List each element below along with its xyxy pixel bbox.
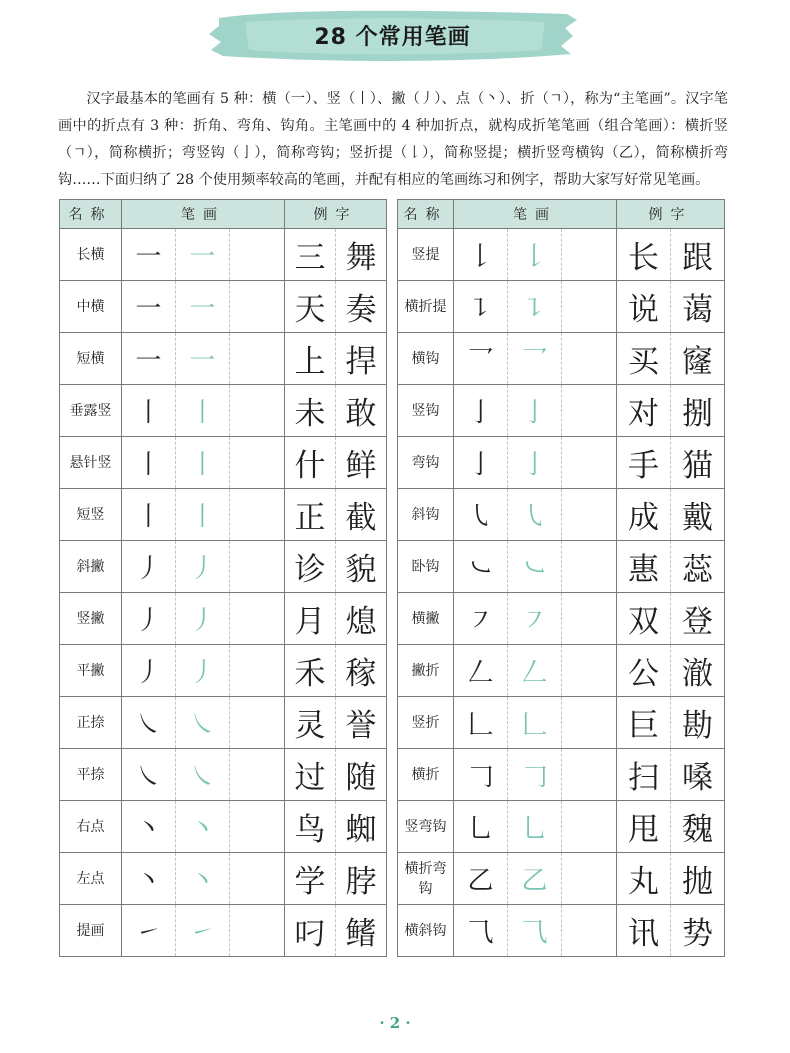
example-char: 过 bbox=[285, 749, 336, 801]
stroke-practice-cell bbox=[562, 385, 617, 437]
stroke-trace: ㇏ bbox=[176, 697, 230, 749]
stroke-name: 弯钩 bbox=[398, 437, 454, 489]
title-banner bbox=[205, 6, 580, 64]
stroke-row bbox=[398, 489, 725, 541]
stroke-sample: 一 bbox=[122, 281, 176, 333]
stroke-sample: 一 bbox=[122, 333, 176, 385]
stroke-trace: ㇂ bbox=[508, 489, 562, 541]
example-char: 正 bbox=[285, 489, 336, 541]
stroke-trace: 丨 bbox=[176, 385, 230, 437]
stroke-practice-cell bbox=[230, 437, 285, 489]
page-title: 28 个常用笔画 bbox=[314, 24, 471, 50]
stroke-row bbox=[60, 905, 387, 957]
stroke-sample: ㇇ bbox=[454, 593, 508, 645]
stroke-row bbox=[398, 905, 725, 957]
stroke-name: 卧钩 bbox=[398, 541, 454, 593]
stroke-name: 横折弯钩 bbox=[398, 853, 454, 905]
intro-text bbox=[58, 86, 728, 194]
stroke-name: 横折 bbox=[398, 749, 454, 801]
stroke-trace: 乙 bbox=[508, 853, 562, 905]
stroke-name: 平捺 bbox=[60, 749, 122, 801]
stroke-sample: 丿 bbox=[122, 645, 176, 697]
stroke-table-left bbox=[59, 199, 387, 957]
stroke-trace: ㇏ bbox=[176, 749, 230, 801]
stroke-name: 中横 bbox=[60, 281, 122, 333]
example-char: 说 bbox=[617, 281, 671, 333]
stroke-name: 横斜钩 bbox=[398, 905, 454, 957]
example-char: 上 bbox=[285, 333, 336, 385]
example-char: 长 bbox=[617, 229, 671, 281]
example-char: 禾 bbox=[285, 645, 336, 697]
stroke-name: 正捺 bbox=[60, 697, 122, 749]
stroke-practice-cell bbox=[562, 333, 617, 385]
stroke-practice-cell bbox=[562, 905, 617, 957]
stroke-row bbox=[398, 333, 725, 385]
stroke-practice-cell bbox=[230, 697, 285, 749]
example-char: 手 bbox=[617, 437, 671, 489]
stroke-name: 左点 bbox=[60, 853, 122, 905]
example-char: 鸟 bbox=[285, 801, 336, 853]
stroke-trace: 𠄌 bbox=[508, 229, 562, 281]
stroke-sample: 丨 bbox=[122, 437, 176, 489]
header-name: 名称 bbox=[398, 200, 454, 229]
stroke-sample: ㇏ bbox=[122, 697, 176, 749]
stroke-trace: 丿 bbox=[176, 541, 230, 593]
stroke-trace: 𠃊 bbox=[508, 697, 562, 749]
stroke-trace: 𠃋 bbox=[508, 645, 562, 697]
stroke-practice-cell bbox=[230, 333, 285, 385]
stroke-practice-cell bbox=[562, 281, 617, 333]
stroke-practice-cell bbox=[230, 645, 285, 697]
example-char: 双 bbox=[617, 593, 671, 645]
stroke-trace: 一 bbox=[176, 229, 230, 281]
stroke-practice-cell bbox=[230, 489, 285, 541]
stroke-sample: 丨 bbox=[122, 385, 176, 437]
example-char: 捍 bbox=[336, 333, 387, 385]
stroke-sample: 丶 bbox=[122, 853, 176, 905]
stroke-sample: 丿 bbox=[122, 541, 176, 593]
example-char: 捌 bbox=[671, 385, 725, 437]
example-char: 魏 bbox=[671, 801, 725, 853]
stroke-trace: ㇊ bbox=[508, 281, 562, 333]
stroke-sample: 亅 bbox=[454, 385, 508, 437]
stroke-row bbox=[60, 489, 387, 541]
stroke-row bbox=[398, 385, 725, 437]
example-char: 澈 bbox=[671, 645, 725, 697]
example-char: 貌 bbox=[336, 541, 387, 593]
stroke-practice-cell bbox=[230, 853, 285, 905]
example-char: 截 bbox=[336, 489, 387, 541]
stroke-trace: 亅 bbox=[508, 385, 562, 437]
example-char: 舞 bbox=[336, 229, 387, 281]
stroke-practice-cell bbox=[562, 697, 617, 749]
stroke-sample: 𠄌 bbox=[454, 229, 508, 281]
stroke-sample: 𠃊 bbox=[454, 697, 508, 749]
example-char: 脖 bbox=[336, 853, 387, 905]
stroke-sample: ⺄ bbox=[454, 905, 508, 957]
header-stroke: 笔画 bbox=[454, 200, 617, 229]
stroke-trace: 丿 bbox=[176, 645, 230, 697]
stroke-trace: 乚 bbox=[508, 801, 562, 853]
example-char: 奏 bbox=[336, 281, 387, 333]
stroke-name: 横折提 bbox=[398, 281, 454, 333]
example-char: 灵 bbox=[285, 697, 336, 749]
stroke-name: 斜钩 bbox=[398, 489, 454, 541]
header-stroke: 笔画 bbox=[122, 200, 285, 229]
stroke-practice-cell bbox=[562, 437, 617, 489]
header-name: 名称 bbox=[60, 200, 122, 229]
stroke-name: 平撇 bbox=[60, 645, 122, 697]
example-char: 蕊 bbox=[671, 541, 725, 593]
example-char: 三 bbox=[285, 229, 336, 281]
stroke-sample: ㇊ bbox=[454, 281, 508, 333]
stroke-practice-cell bbox=[562, 489, 617, 541]
stroke-trace: 乛 bbox=[508, 333, 562, 385]
example-char: 登 bbox=[671, 593, 725, 645]
stroke-sample: ㇃ bbox=[454, 541, 508, 593]
example-char: 惠 bbox=[617, 541, 671, 593]
stroke-practice-cell bbox=[562, 229, 617, 281]
page-number: · 2 · bbox=[379, 1014, 411, 1032]
stroke-sample: 𠃋 bbox=[454, 645, 508, 697]
stroke-row bbox=[60, 801, 387, 853]
stroke-row bbox=[60, 593, 387, 645]
stroke-name: 悬针竖 bbox=[60, 437, 122, 489]
stroke-name: 右点 bbox=[60, 801, 122, 853]
stroke-row bbox=[60, 645, 387, 697]
example-char: 熄 bbox=[336, 593, 387, 645]
example-char: 敢 bbox=[336, 385, 387, 437]
stroke-row bbox=[60, 541, 387, 593]
stroke-practice-cell bbox=[562, 541, 617, 593]
stroke-row bbox=[398, 801, 725, 853]
stroke-row bbox=[398, 593, 725, 645]
stroke-name: 横撇 bbox=[398, 593, 454, 645]
stroke-sample: ㇂ bbox=[454, 489, 508, 541]
stroke-row bbox=[398, 645, 725, 697]
stroke-trace: 丨 bbox=[176, 437, 230, 489]
example-char: 对 bbox=[617, 385, 671, 437]
stroke-trace: 丶 bbox=[176, 801, 230, 853]
example-char: 跟 bbox=[671, 229, 725, 281]
header-example: 例字 bbox=[617, 200, 725, 229]
example-char: 鲜 bbox=[336, 437, 387, 489]
stroke-practice-cell bbox=[230, 801, 285, 853]
stroke-practice-cell bbox=[230, 281, 285, 333]
intro-paragraph: 汉字最基本的笔画有 5 种：横（一）、竖（丨）、撇（丿）、点（丶）、折（ㄱ），称为“主笔画”。汉字笔画中的折点有 3 种：折角、弯角、钩角。主笔画中的 4 种加折点，就构成折笔笔画（组合笔画）：横折竖（ㄱ），简称横折；弯竖钩（亅），简称弯钩；竖折提（𠄌），简称竖提；横折竖弯横钩（乙），简称横折弯钩……下面归纳了 28 个使用频率较高的笔画，并配有相应的笔画练习和例字，帮助大家写好常见笔画。 bbox=[58, 91, 728, 188]
example-char: 诊 bbox=[285, 541, 336, 593]
stroke-practice-cell bbox=[230, 229, 285, 281]
stroke-trace: 丨 bbox=[176, 489, 230, 541]
example-char: 扫 bbox=[617, 749, 671, 801]
stroke-row bbox=[60, 333, 387, 385]
stroke-sample: ㇀ bbox=[122, 905, 176, 957]
stroke-row bbox=[60, 437, 387, 489]
stroke-trace: ㇃ bbox=[508, 541, 562, 593]
stroke-row bbox=[60, 229, 387, 281]
stroke-name: 垂露竖 bbox=[60, 385, 122, 437]
stroke-trace: ㇇ bbox=[508, 593, 562, 645]
stroke-row bbox=[60, 385, 387, 437]
stroke-row bbox=[398, 229, 725, 281]
example-char: 什 bbox=[285, 437, 336, 489]
stroke-sample: 乙 bbox=[454, 853, 508, 905]
stroke-row bbox=[398, 541, 725, 593]
stroke-name: 提画 bbox=[60, 905, 122, 957]
example-char: 抛 bbox=[671, 853, 725, 905]
stroke-practice-cell bbox=[230, 385, 285, 437]
example-char: 巨 bbox=[617, 697, 671, 749]
example-char: 学 bbox=[285, 853, 336, 905]
example-char: 甩 bbox=[617, 801, 671, 853]
stroke-row bbox=[60, 749, 387, 801]
stroke-trace: 丿 bbox=[176, 593, 230, 645]
stroke-trace: 丶 bbox=[176, 853, 230, 905]
stroke-sample: 𠃌 bbox=[454, 749, 508, 801]
stroke-sample: 丿 bbox=[122, 593, 176, 645]
stroke-name: 横钩 bbox=[398, 333, 454, 385]
stroke-name: 短竖 bbox=[60, 489, 122, 541]
example-char: 嗓 bbox=[671, 749, 725, 801]
stroke-practice-cell bbox=[562, 645, 617, 697]
example-char: 叼 bbox=[285, 905, 336, 957]
example-char: 买 bbox=[617, 333, 671, 385]
example-char: 公 bbox=[617, 645, 671, 697]
stroke-name: 长横 bbox=[60, 229, 122, 281]
example-char: 戴 bbox=[671, 489, 725, 541]
stroke-trace: 一 bbox=[176, 333, 230, 385]
example-char: 猫 bbox=[671, 437, 725, 489]
stroke-sample: 乚 bbox=[454, 801, 508, 853]
example-char: 蜘 bbox=[336, 801, 387, 853]
example-char: 随 bbox=[336, 749, 387, 801]
stroke-sample: ㇏ bbox=[122, 749, 176, 801]
stroke-row bbox=[60, 697, 387, 749]
stroke-practice-cell bbox=[230, 749, 285, 801]
stroke-name: 竖折 bbox=[398, 697, 454, 749]
example-char: 未 bbox=[285, 385, 336, 437]
example-char: 窿 bbox=[671, 333, 725, 385]
example-char: 勘 bbox=[671, 697, 725, 749]
stroke-sample: 丨 bbox=[122, 489, 176, 541]
stroke-row bbox=[398, 697, 725, 749]
stroke-practice-cell bbox=[562, 749, 617, 801]
stroke-sample: 乛 bbox=[454, 333, 508, 385]
stroke-trace: 一 bbox=[176, 281, 230, 333]
stroke-table-right bbox=[397, 199, 725, 957]
example-char: 讯 bbox=[617, 905, 671, 957]
stroke-name: 竖撇 bbox=[60, 593, 122, 645]
stroke-trace: 亅 bbox=[508, 437, 562, 489]
stroke-sample: 丶 bbox=[122, 801, 176, 853]
stroke-practice-cell bbox=[562, 801, 617, 853]
stroke-trace: ⺄ bbox=[508, 905, 562, 957]
header-example: 例字 bbox=[285, 200, 387, 229]
stroke-row bbox=[398, 853, 725, 905]
example-char: 天 bbox=[285, 281, 336, 333]
example-char: 鳍 bbox=[336, 905, 387, 957]
stroke-practice-cell bbox=[562, 853, 617, 905]
stroke-name: 竖弯钩 bbox=[398, 801, 454, 853]
example-char: 稼 bbox=[336, 645, 387, 697]
stroke-name: 竖钩 bbox=[398, 385, 454, 437]
stroke-row bbox=[60, 281, 387, 333]
example-char: 月 bbox=[285, 593, 336, 645]
stroke-sample: 一 bbox=[122, 229, 176, 281]
example-char: 蔼 bbox=[671, 281, 725, 333]
stroke-row bbox=[398, 749, 725, 801]
stroke-name: 短横 bbox=[60, 333, 122, 385]
stroke-name: 斜撇 bbox=[60, 541, 122, 593]
stroke-practice-cell bbox=[230, 905, 285, 957]
example-char: 丸 bbox=[617, 853, 671, 905]
stroke-trace: ㇀ bbox=[176, 905, 230, 957]
example-char: 誉 bbox=[336, 697, 387, 749]
stroke-row bbox=[60, 853, 387, 905]
stroke-practice-cell bbox=[230, 593, 285, 645]
stroke-practice-cell bbox=[562, 593, 617, 645]
example-char: 成 bbox=[617, 489, 671, 541]
stroke-row bbox=[398, 437, 725, 489]
stroke-sample: 亅 bbox=[454, 437, 508, 489]
example-char: 势 bbox=[671, 905, 725, 957]
stroke-name: 撇折 bbox=[398, 645, 454, 697]
stroke-trace: 𠃌 bbox=[508, 749, 562, 801]
stroke-practice-cell bbox=[230, 541, 285, 593]
stroke-row bbox=[398, 281, 725, 333]
stroke-name: 竖提 bbox=[398, 229, 454, 281]
